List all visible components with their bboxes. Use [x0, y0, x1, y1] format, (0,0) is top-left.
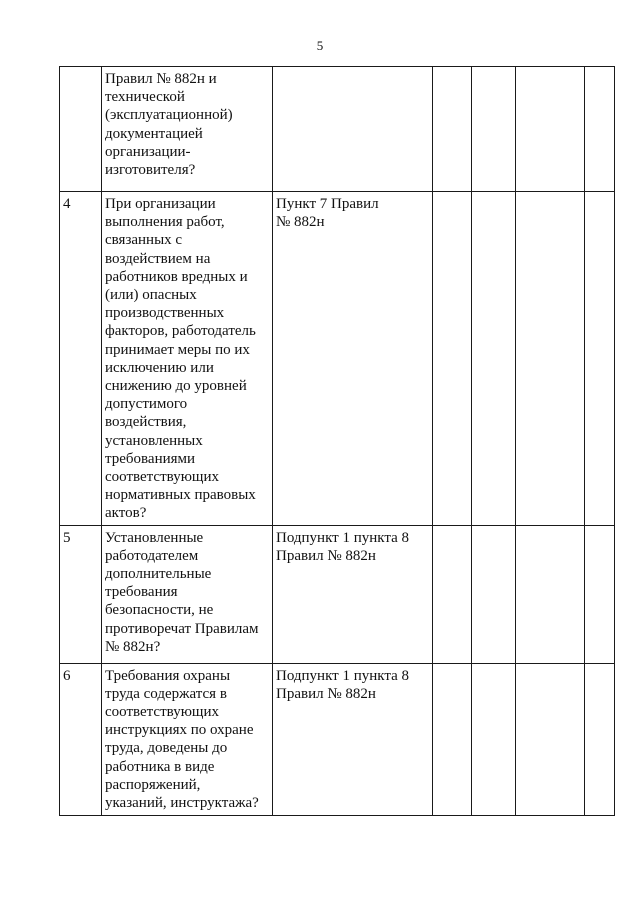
answer-no-cell [472, 525, 516, 663]
question-cell: При организации выполнения работ, связанных с воздействием на работников вредных и (или) опасных производственных факторов, работодатель принимает меры по их исключению или снижению до уровней допустимого воздействия, установленных требованиями соответствующих нормативных правовых актов? [102, 192, 273, 526]
row-number-cell: 4 [60, 192, 102, 526]
answer-na-cell [516, 192, 585, 526]
notes-cell [585, 192, 615, 526]
answer-yes-cell [433, 67, 472, 192]
notes-cell [585, 67, 615, 192]
checklist-table [59, 66, 615, 816]
answer-na-cell [516, 663, 585, 815]
row-number-cell: 5 [60, 525, 102, 663]
notes-cell [585, 663, 615, 815]
page-number: 5 [316, 38, 324, 53]
answer-yes-cell [433, 192, 472, 526]
answer-no-cell [472, 663, 516, 815]
table-row [60, 192, 615, 526]
question-cell: Установленные работодателем дополнительные требования безопасности, не противоречат Правилам № 882н? [102, 525, 273, 663]
answer-yes-cell [433, 663, 472, 815]
table-row [60, 67, 615, 192]
reference-cell: Подпункт 1 пункта 8 Правил № 882н [273, 663, 433, 815]
answer-na-cell [516, 525, 585, 663]
notes-cell [585, 525, 615, 663]
answer-yes-cell [433, 525, 472, 663]
reference-cell: Подпункт 1 пункта 8 Правил № 882н [273, 525, 433, 663]
table-row [60, 525, 615, 663]
answer-no-cell [472, 67, 516, 192]
reference-cell: Пункт 7 Правил № 882н [273, 192, 433, 526]
answer-na-cell [516, 67, 585, 192]
table-row [60, 663, 615, 815]
answer-no-cell [472, 192, 516, 526]
row-number-cell [60, 67, 102, 192]
reference-cell [273, 67, 433, 192]
question-cell: Правил № 882н и технической (эксплуатационной) документацией организации- изготовителя? [102, 67, 273, 192]
row-number-cell: 6 [60, 663, 102, 815]
question-cell: Требования охраны труда содержатся в соответствующих инструкциях по охране труда, доведены до работника в виде распоряжений, указаний, инструктажа? [102, 663, 273, 815]
